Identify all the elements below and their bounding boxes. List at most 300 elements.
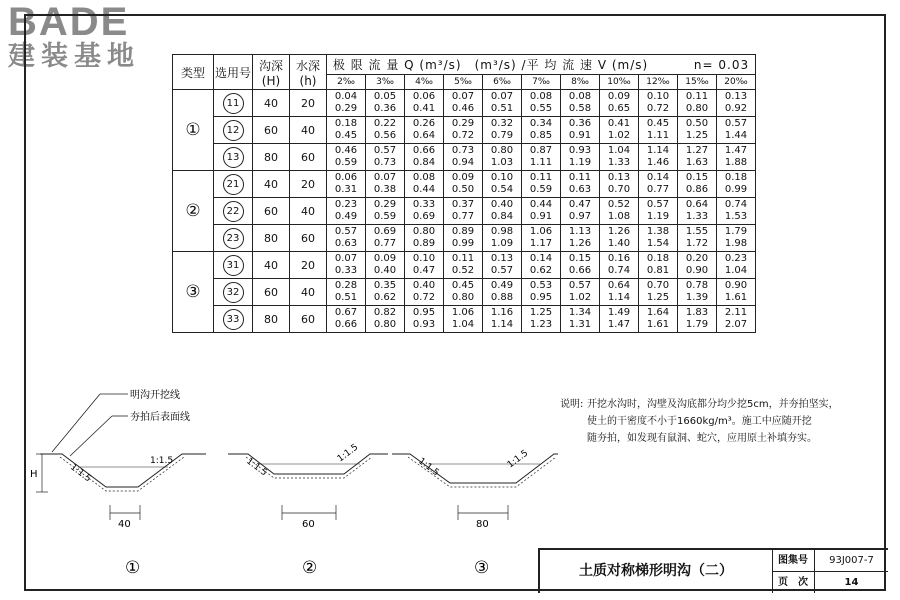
flow-q: 1.47 [724,145,748,156]
flow-q: 0.90 [724,280,748,291]
velocity-v: 0.59 [373,211,397,222]
table-row [173,279,756,306]
select-cell [214,306,253,333]
velocity-v: 0.31 [334,184,358,195]
flow-q: 0.08 [412,172,436,183]
gradient-header: 5‰ [444,75,483,90]
flow-q: 0.23 [334,199,358,210]
value-cell [483,252,522,279]
velocity-v: 0.65 [607,103,631,114]
dim-H: H [30,469,38,480]
velocity-v: 1.98 [724,238,748,249]
value-cell [483,225,522,252]
table-row [173,225,756,252]
velocity-v: 1.17 [529,238,553,249]
value-cell [444,225,483,252]
value-cell [405,117,444,144]
flow-q: 0.74 [724,199,748,210]
flow-q: 0.40 [412,280,436,291]
flow-q: 0.67 [334,307,358,318]
flow-q: 0.93 [568,145,592,156]
value-cell [678,279,717,306]
velocity-v: 0.51 [490,103,514,114]
value-cell [405,171,444,198]
flow-q: 1.25 [529,307,553,318]
flow-q: 0.13 [607,172,631,183]
value-cell [678,144,717,171]
value-cell [561,90,600,117]
flow-q: 1.16 [490,307,514,318]
value-cell [600,279,639,306]
flow-q: 0.08 [529,91,553,102]
velocity-v: 0.66 [334,319,358,330]
velocity-v: 0.81 [646,265,670,276]
velocity-v: 1.19 [568,157,592,168]
velocity-v: 1.25 [685,130,709,141]
table-row [173,171,756,198]
value-cell [678,306,717,333]
flow-q: 0.10 [412,253,436,264]
flow-q: 0.32 [490,118,514,129]
flow-q: 1.06 [451,307,475,318]
select-number: 31 [223,255,244,276]
velocity-v: 0.89 [412,238,436,249]
velocity-v: 0.90 [685,265,709,276]
gradient-header: 20‰ [717,75,756,90]
value-cell [717,279,756,306]
velocity-v: 1.11 [646,130,670,141]
velocity-v: 0.29 [334,103,358,114]
flow-q: 1.34 [568,307,592,318]
velocity-v: 0.59 [529,184,553,195]
depth-cell: 60 [253,117,290,144]
flow-q: 0.09 [373,253,397,264]
value-cell [366,198,405,225]
value-cell [717,144,756,171]
flow-q: 0.20 [685,253,709,264]
drawing-title: 土质对称梯形明沟（二） [540,550,773,593]
value-cell [405,225,444,252]
type-cell: ③ [173,252,214,333]
flow-q: 0.07 [490,91,514,102]
logo-brand: BADE [8,0,130,44]
flow-q: 1.26 [607,226,631,237]
velocity-v: 0.95 [529,292,553,303]
flow-q: 0.18 [334,118,358,129]
velocity-v: 1.33 [607,157,631,168]
flow-q: 0.70 [646,280,670,291]
velocity-v: 1.08 [607,211,631,222]
value-cell [639,171,678,198]
velocity-v: 1.04 [451,319,475,330]
note-block [560,396,880,447]
flow-q: 0.80 [412,226,436,237]
velocity-v: 1.03 [490,157,514,168]
value-cell [366,306,405,333]
value-cell [600,198,639,225]
flow-q: 1.38 [646,226,670,237]
gradient-header: 15‰ [678,75,717,90]
value-cell [639,279,678,306]
main-header [327,55,756,75]
channel-3 [392,449,558,578]
velocity-v: 0.63 [568,184,592,195]
velocity-v: 1.88 [724,157,748,168]
value-cell [561,171,600,198]
flow-q: 0.13 [490,253,514,264]
flow-q: 0.10 [490,172,514,183]
flow-q: 0.33 [412,199,436,210]
flow-q: 0.36 [568,118,592,129]
select-number: 22 [223,201,244,222]
flow-q: 0.89 [451,226,475,237]
gradient-header: 10‰ [600,75,639,90]
velocity-v: 0.38 [373,184,397,195]
velocity-v: 0.84 [412,157,436,168]
note-line-1: 开挖水沟时，沟壁及沟底都分均少挖5cm，并夯拍坚实， [587,399,839,410]
flow-q: 0.14 [529,253,553,264]
velocity-v: 1.11 [529,157,553,168]
flow-q: 1.49 [607,307,631,318]
type-cell: ① [173,90,214,171]
value-cell [483,306,522,333]
select-number: 21 [223,174,244,195]
value-cell [483,144,522,171]
flow-q: 0.98 [490,226,514,237]
select-cell [214,117,253,144]
flow-q: 0.45 [646,118,670,129]
flow-q: 0.11 [568,172,592,183]
flow-q: 0.57 [568,280,592,291]
value-cell [327,279,366,306]
channel-2-slope-left: 1:1.5 [244,456,269,479]
velocity-v: 1.44 [724,130,748,141]
flow-q: 0.40 [490,199,514,210]
flow-q: 1.06 [529,226,553,237]
value-cell [717,117,756,144]
velocity-v: 0.72 [646,103,670,114]
flow-q: 0.18 [724,172,748,183]
water-cell: 20 [290,252,327,279]
value-cell [522,225,561,252]
channel-1-number: ① [125,558,141,578]
velocity-v: 0.45 [334,130,358,141]
value-cell [327,225,366,252]
velocity-v: 0.62 [373,292,397,303]
flow-q: 1.55 [685,226,709,237]
channel-3-slope-left: 1:1.5 [416,456,441,479]
value-cell [678,117,717,144]
value-cell [639,252,678,279]
value-cell [678,171,717,198]
depth-cell: 40 [253,90,290,117]
value-cell [444,90,483,117]
flow-q: 1.27 [685,145,709,156]
velocity-v: 0.72 [412,292,436,303]
flow-q: 0.18 [646,253,670,264]
value-cell [327,90,366,117]
velocity-v: 1.61 [724,292,748,303]
velocity-v: 0.47 [412,265,436,276]
value-cell [639,90,678,117]
value-cell [561,279,600,306]
flow-q: 0.22 [373,118,397,129]
value-cell [717,306,756,333]
velocity-v: 0.97 [568,211,592,222]
depth-cell: 80 [253,306,290,333]
table-row [173,144,756,171]
channel-1-excavation [40,454,206,487]
depth-cell: 60 [253,198,290,225]
value-cell [639,144,678,171]
depth-cell: 40 [253,252,290,279]
velocity-v: 0.86 [685,184,709,195]
depth-cell: 80 [253,225,290,252]
velocity-v: 0.66 [568,265,592,276]
velocity-v: 0.70 [607,184,631,195]
value-cell [561,198,600,225]
gradient-header: 8‰ [561,75,600,90]
velocity-v: 0.84 [490,211,514,222]
value-cell [600,171,639,198]
value-cell [366,252,405,279]
gradient-header: 7‰ [522,75,561,90]
value-cell [600,90,639,117]
velocity-v: 0.94 [451,157,475,168]
velocity-v: 1.31 [568,319,592,330]
channel-diagrams [0,380,560,585]
velocity-v: 0.73 [373,157,397,168]
velocity-v: 0.92 [724,103,748,114]
velocity-v: 0.80 [451,292,475,303]
flow-q: 1.79 [724,226,748,237]
atlas-number: 93J007-7 [815,550,888,572]
value-cell [405,144,444,171]
value-cell [717,171,756,198]
water-cell: 20 [290,171,327,198]
flow-q: 0.05 [373,91,397,102]
value-cell [444,279,483,306]
flow-q: 0.26 [412,118,436,129]
velocity-v: 1.14 [607,292,631,303]
value-cell [366,117,405,144]
velocity-v: 0.69 [412,211,436,222]
water-cell: 60 [290,225,327,252]
velocity-v: 0.58 [568,103,592,114]
flow-q: 0.35 [373,280,397,291]
velocity-v: 0.77 [646,184,670,195]
flow-q: 0.80 [490,145,514,156]
water-cell: 40 [290,279,327,306]
flow-table [172,54,756,333]
velocity-v: 0.52 [451,265,475,276]
velocity-v: 0.57 [490,265,514,276]
flow-q: 0.29 [373,199,397,210]
flow-q: 0.11 [529,172,553,183]
velocity-v: 1.19 [646,211,670,222]
flow-q: 2.11 [724,307,748,318]
table-row [173,252,756,279]
select-cell [214,252,253,279]
title-block [538,548,888,593]
flow-q: 0.66 [412,145,436,156]
channel-3-excavation [392,454,558,483]
value-cell [444,171,483,198]
flow-q: 0.37 [451,199,475,210]
value-cell [366,225,405,252]
label-excavation: 明沟开挖线 [130,390,180,401]
velocity-v: 1.47 [607,319,631,330]
value-cell [600,252,639,279]
velocity-v: 1.40 [607,238,631,249]
select-number: 23 [223,228,244,249]
value-cell [522,90,561,117]
velocity-v: 0.91 [568,130,592,141]
water-cell: 40 [290,117,327,144]
flow-q: 0.82 [373,307,397,318]
flow-q: 0.78 [685,280,709,291]
value-cell [561,252,600,279]
flow-q: 0.07 [334,253,358,264]
value-cell [522,198,561,225]
flow-q: 0.28 [334,280,358,291]
col-type: 类型 [173,55,214,90]
depth-cell: 40 [253,171,290,198]
velocity-v: 1.39 [685,292,709,303]
flow-q: 0.46 [334,145,358,156]
value-cell [561,144,600,171]
page-label: 页 次 [772,572,815,593]
col-depth-label: 沟深 [258,58,283,73]
flow-q: 1.64 [646,307,670,318]
value-cell [522,252,561,279]
col-select: 选用号 [214,55,253,90]
gradient-header: 3‰ [366,75,405,90]
velocity-v: 1.02 [607,130,631,141]
select-cell [214,225,253,252]
value-cell [366,90,405,117]
velocity-v: 1.25 [646,292,670,303]
flow-q: 0.95 [412,307,436,318]
flow-q: 0.07 [373,172,397,183]
flow-q: 0.23 [724,253,748,264]
value-cell [483,90,522,117]
value-cell [600,144,639,171]
channel-3-slope-right: 1:1.5 [505,448,531,471]
velocity-v: 0.41 [412,103,436,114]
select-cell [214,90,253,117]
velocity-v: 1.79 [685,319,709,330]
col-water [290,55,327,90]
channel-1 [30,454,206,578]
value-cell [678,252,717,279]
roughness-n: n= 0.03 [693,58,750,72]
velocity-v: 1.63 [685,157,709,168]
velocity-v: 0.49 [334,211,358,222]
velocity-v: 0.55 [529,103,553,114]
flow-q: 0.87 [529,145,553,156]
channel-3-width: 80 [476,519,489,530]
type-cell: ② [173,171,214,252]
select-number: 11 [223,93,244,114]
select-cell [214,198,253,225]
value-cell [522,117,561,144]
value-cell [444,252,483,279]
flow-q: 0.15 [568,253,592,264]
gradient-header: 4‰ [405,75,444,90]
velocity-v: 0.80 [685,103,709,114]
value-cell [327,117,366,144]
flow-q: 0.11 [451,253,475,264]
flow-q: 0.11 [685,91,709,102]
velocity-v: 0.51 [334,292,358,303]
value-cell [678,90,717,117]
velocity-v: 0.93 [412,319,436,330]
atlas-label: 图集号 [772,550,815,572]
value-cell [522,279,561,306]
value-cell [405,306,444,333]
col-water-label: 水深 [295,58,320,73]
value-cell [405,279,444,306]
value-cell [561,117,600,144]
value-cell [327,198,366,225]
flow-q: 0.06 [412,91,436,102]
table-row [173,90,756,117]
value-cell [600,306,639,333]
table-row [173,198,756,225]
gradient-header: 2‰ [327,75,366,90]
select-number: 12 [223,120,244,141]
note-line-3: 随夯拍，如发现有鼠洞、蛇穴，应用原土补填夯实。 [587,433,817,444]
value-cell [405,90,444,117]
page-number: 14 [844,577,859,588]
value-cell [444,117,483,144]
velocity-v: 1.14 [490,319,514,330]
velocity-v: 0.50 [451,184,475,195]
value-cell [483,117,522,144]
velocity-v: 1.26 [568,238,592,249]
flow-q: 0.34 [529,118,553,129]
select-number: 32 [223,282,244,303]
velocity-v: 1.61 [646,319,670,330]
flow-q: 0.57 [724,118,748,129]
note-label: 说明: [560,399,584,410]
flow-q: 0.53 [529,280,553,291]
channel-2-number: ② [302,558,318,578]
flow-q: 0.64 [607,280,631,291]
velocity-v: 0.74 [607,265,631,276]
flow-q: 0.08 [568,91,592,102]
flow-q: 0.10 [646,91,670,102]
value-cell [444,198,483,225]
velocity-v: 1.09 [490,238,514,249]
flow-q: 0.15 [685,172,709,183]
value-cell [717,225,756,252]
velocity-v: 0.80 [373,319,397,330]
velocity-v: 1.53 [724,211,748,222]
flow-q: 0.29 [451,118,475,129]
select-number: 13 [223,147,244,168]
flow-q: 0.69 [373,226,397,237]
flow-q: 0.50 [685,118,709,129]
value-cell [327,306,366,333]
value-cell [639,306,678,333]
value-cell [678,225,717,252]
flow-q: 0.47 [568,199,592,210]
flow-q: 0.52 [607,199,631,210]
value-cell [366,171,405,198]
velocity-v: 0.79 [490,130,514,141]
